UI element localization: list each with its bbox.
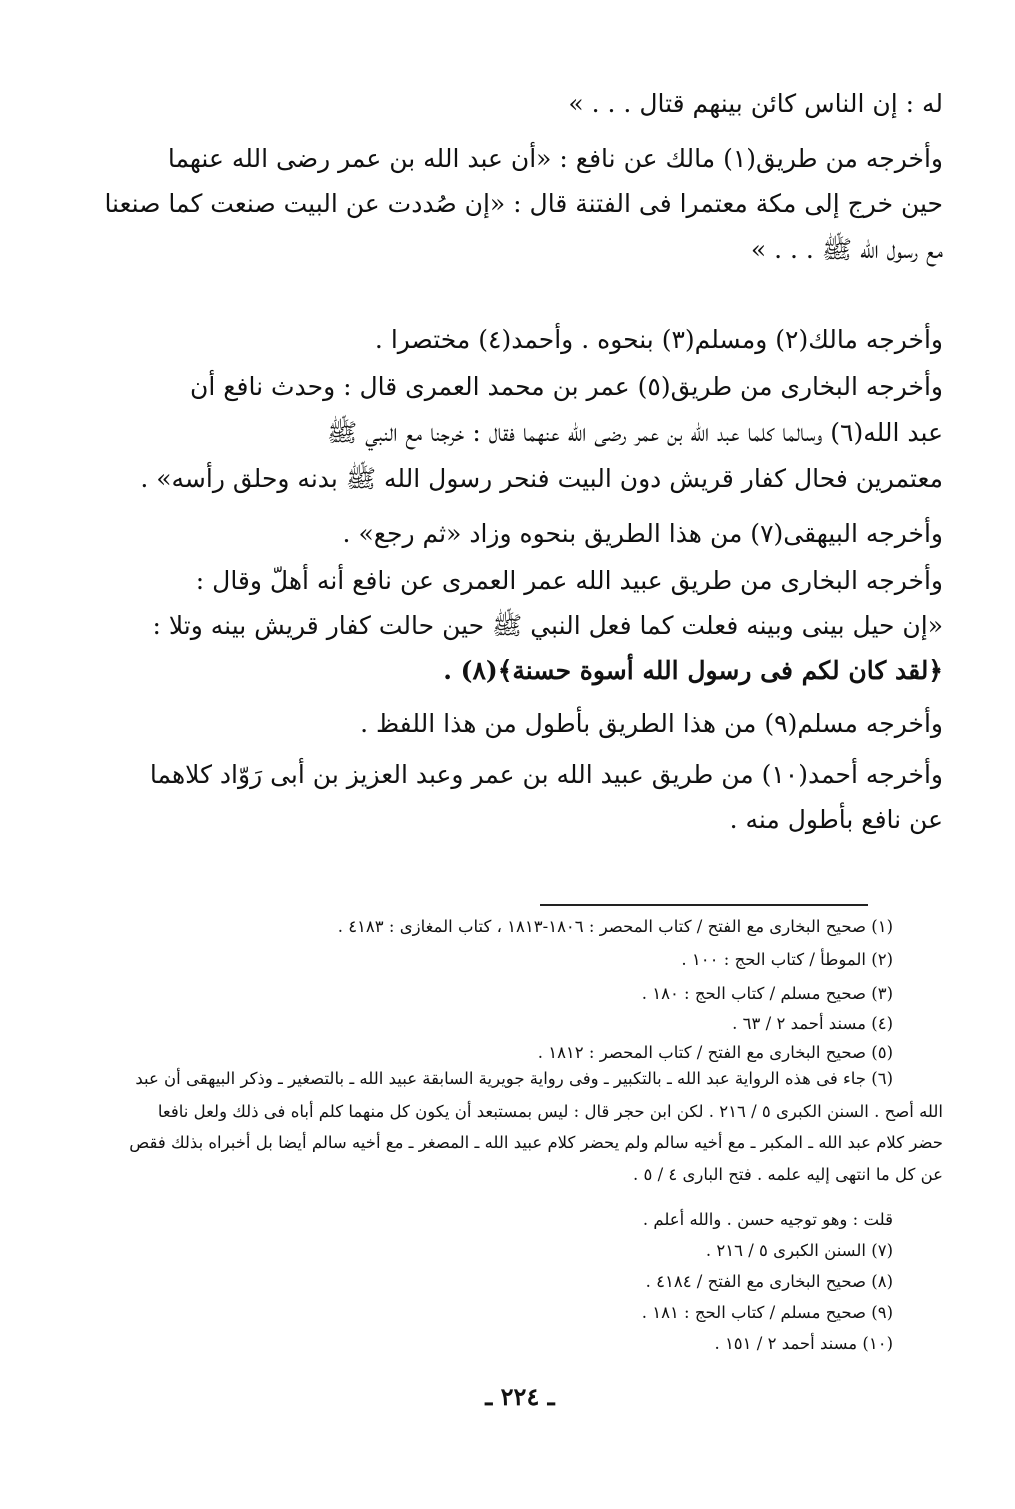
text-line-11: «إن حيل بينى وبينه فعلت كما فعل النبي ﷺ حين حالت كفار قريش بينه وتلا : — [152, 611, 943, 640]
footnote-separator — [540, 904, 868, 906]
quran-verse-line: ﴿لقد كان لكم فى رسول الله أسوة حسنة﴾(٨) . — [443, 656, 943, 685]
footnote-7: (٧) السنن الكبرى ٥ / ٢١٦ . — [705, 1241, 893, 1260]
footnote-2: (٢) الموطأ / كتاب الحج : ١٠٠ . — [681, 950, 893, 969]
text-line-3: حين خرج إلى مكة معتمرا فى الفتنة قال : «إن صُددت عن البيت صنعت كما صنعنا — [104, 189, 943, 218]
text-line-2: وأخرجه من طريق(١) مالك عن نافع : «أن عبد الله بن عمر رضى الله عنهما — [167, 144, 943, 173]
footnote-9: (٩) صحيح مسلم / كتاب الحج : ١٨١ . — [641, 1303, 893, 1322]
page-number: ـ ٢٢٤ ـ — [485, 1382, 555, 1411]
text-line-15: عن نافع بأطول منه . — [729, 805, 943, 834]
text-line-13: وأخرجه مسلم(٩) من هذا الطريق بأطول من هذا اللفظ . — [360, 709, 943, 738]
text-line-7: عبد الله(٦) وسالما كلما عبد الله بن عمر رضى الله عنهما فقال : خرجنا مع النبي ﷺ — [327, 418, 943, 447]
footnote-8: (٨) صحيح البخارى مع الفتح / ٤١٨٤ . — [645, 1272, 893, 1291]
footnote-6-comment: قلت : وهو توجيه حسن . والله أعلم . — [642, 1210, 893, 1229]
footnote-6-line-2: الله أصح . السنن الكبرى ٥ / ٢١٦ . لكن ابن حجر قال : ليس بمستبعد أن يكون كل منهما كلم أباه فى ذلك ولعل نافعا — [157, 1102, 943, 1121]
text-line-14: وأخرجه أحمد(١٠) من طريق عبيد الله بن عمر وعبد العزيز بن أبى رَوّاد كلاهما — [149, 760, 943, 789]
footnote-10: (١٠) مسند أحمد ٢ / ١٥١ . — [714, 1334, 893, 1353]
text-line-8: معتمرين فحال كفار قريش دون البيت فنحر رسول الله ﷺ بدنه وحلق رأسه» . — [140, 464, 943, 493]
text-line-4: مع رسول الله ﷺ . . . » — [750, 235, 943, 264]
footnote-6-line-3: حضر كلام عبد الله ـ المكبر ـ مع أخيه سالم ولم يحضر كلام عبيد الله ـ المصغر ـ مع أخيه سالم أيضا بل أخبراه بذلك فقص — [129, 1133, 943, 1152]
text-line-9: وأخرجه البيهقى(٧) من هذا الطريق بنحوه وزاد «ثم رجع» . — [342, 519, 943, 548]
footnote-3: (٣) صحيح مسلم / كتاب الحج : ١٨٠ . — [641, 984, 893, 1003]
footnote-4: (٤) مسند أحمد ٢ / ٦٣ . — [732, 1014, 893, 1033]
footnote-6-line-1: (٦) جاء فى هذه الرواية عبد الله ـ بالتكبير ـ وفى رواية جويرية السابقة عبيد الله ـ بالتصغير ـ وذكر البيهقى أن عبد — [135, 1069, 893, 1088]
footnote-5: (٥) صحيح البخارى مع الفتح / كتاب المحصر : ١٨١٢ . — [537, 1043, 893, 1062]
footnote-6-line-4: عن كل ما انتهى إليه علمه . فتح البارى ٤ / ٥ . — [632, 1165, 943, 1184]
text-line-1: له : إن الناس كائن بينهم قتال . . . » — [568, 89, 943, 118]
text-line-5: وأخرجه مالك(٢) ومسلم(٣) بنحوه . وأحمد(٤) مختصرا . — [374, 325, 943, 354]
footnote-1: (١) صحيح البخارى مع الفتح / كتاب المحصر : ١٨٠٦-١٨١٣ ، كتاب المغازى : ٤١٨٣ . — [337, 917, 893, 936]
text-line-6: وأخرجه البخارى من طريق(٥) عمر بن محمد العمرى قال : وحدث نافع أن — [189, 372, 943, 401]
text-line-10: وأخرجه البخارى من طريق عبيد الله عمر العمرى عن نافع أنه أهلّ وقال : — [195, 566, 943, 595]
